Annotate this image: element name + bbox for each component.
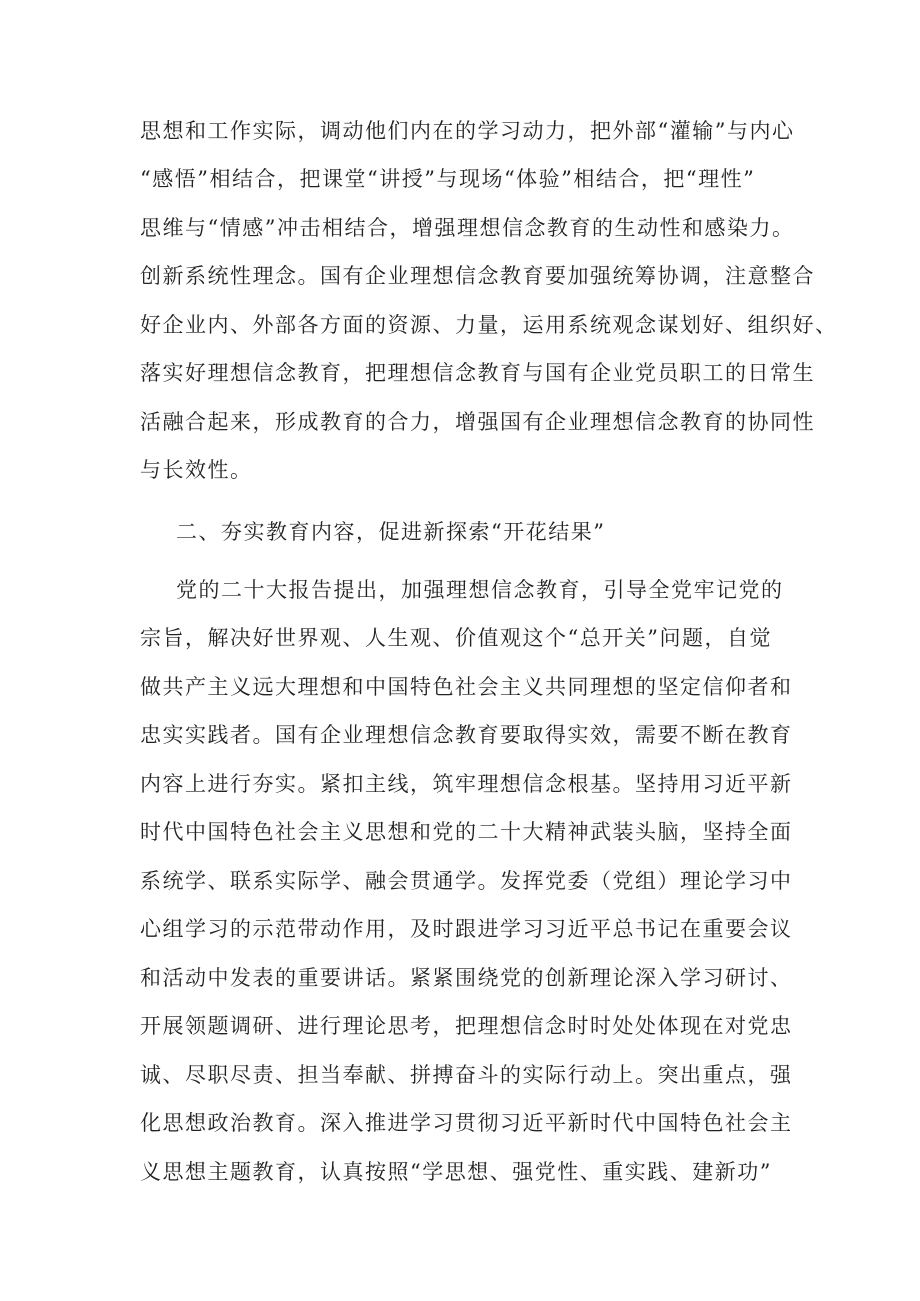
text-line: 忠实实践者。国有企业理想信念教育要取得实效，需要不断在教育 [140,723,793,747]
text-line: 党的二十大报告提出，加强理想信念教育，引导全党牢记党的 [176,578,784,602]
text-line: 系统学、联系实际学、融会贯通学。发挥党委（党组）理论学习中 [140,869,793,893]
text-line: 思维与“情感”冲击相结合，增强理想信念教育的生动性和感染力。 [140,216,795,240]
text-line: 诚、尽职尽责、担当奉献、拼搏奋斗的实际行动上。突出重点，强 [140,1063,793,1087]
text-line: 与长效性。 [140,458,253,482]
text-line: 和活动中发表的重要讲话。紧紧围绕党的创新理论深入学习研讨、 [140,966,793,990]
text-line: 开展领题调研、进行理论思考，把理想信念时时处处体现在对党忠 [140,1014,793,1038]
text-line: 落实好理想信念教育，把理想信念教育与国有企业党员职工的日常生 [140,361,815,385]
text-line: 做共产主义远大理想和中国特色社会主义共同理想的坚定信仰者和 [140,675,793,699]
text-line: 时代中国特色社会主义思想和党的二十大精神武装头脑，坚持全面 [140,820,793,844]
section-heading: 二、夯实教育内容，促进新探索“开花结果” [176,520,606,544]
text-line: 活融合起来，形成教育的合力，增强国有企业理想信念教育的协同性 [140,410,815,434]
text-line: 好企业内、外部各方面的资源、力量，运用系统观念谋划好、组织好、 [140,313,838,337]
text-line: 宗旨，解决好世界观、人生观、价值观这个“总开关”问题，自觉 [140,626,772,650]
text-line: 内容上进行夯实。紧扣主线，筑牢理想信念根基。坚持用习近平新 [140,772,793,796]
text-line: 心组学习的示范带动作用，及时跟进学习习近平总书记在重要会议 [140,917,793,941]
text-line: 思想和工作实际，调动他们内在的学习动力，把外部“灌输”与内心 [140,119,795,143]
text-line: 义思想主题教育，认真按照“学思想、强党性、重实践、建新功” [140,1160,772,1184]
text-line: 创新系统性理念。国有企业理想信念教育要加强统筹协调，注意整合 [140,264,815,288]
text-line: “感悟”相结合，把课堂“讲授”与现场“体验”相结合，把“理性” [140,167,756,191]
text-line: 化思想政治教育。深入推进学习贯彻习近平新时代中国特色社会主 [140,1111,793,1135]
